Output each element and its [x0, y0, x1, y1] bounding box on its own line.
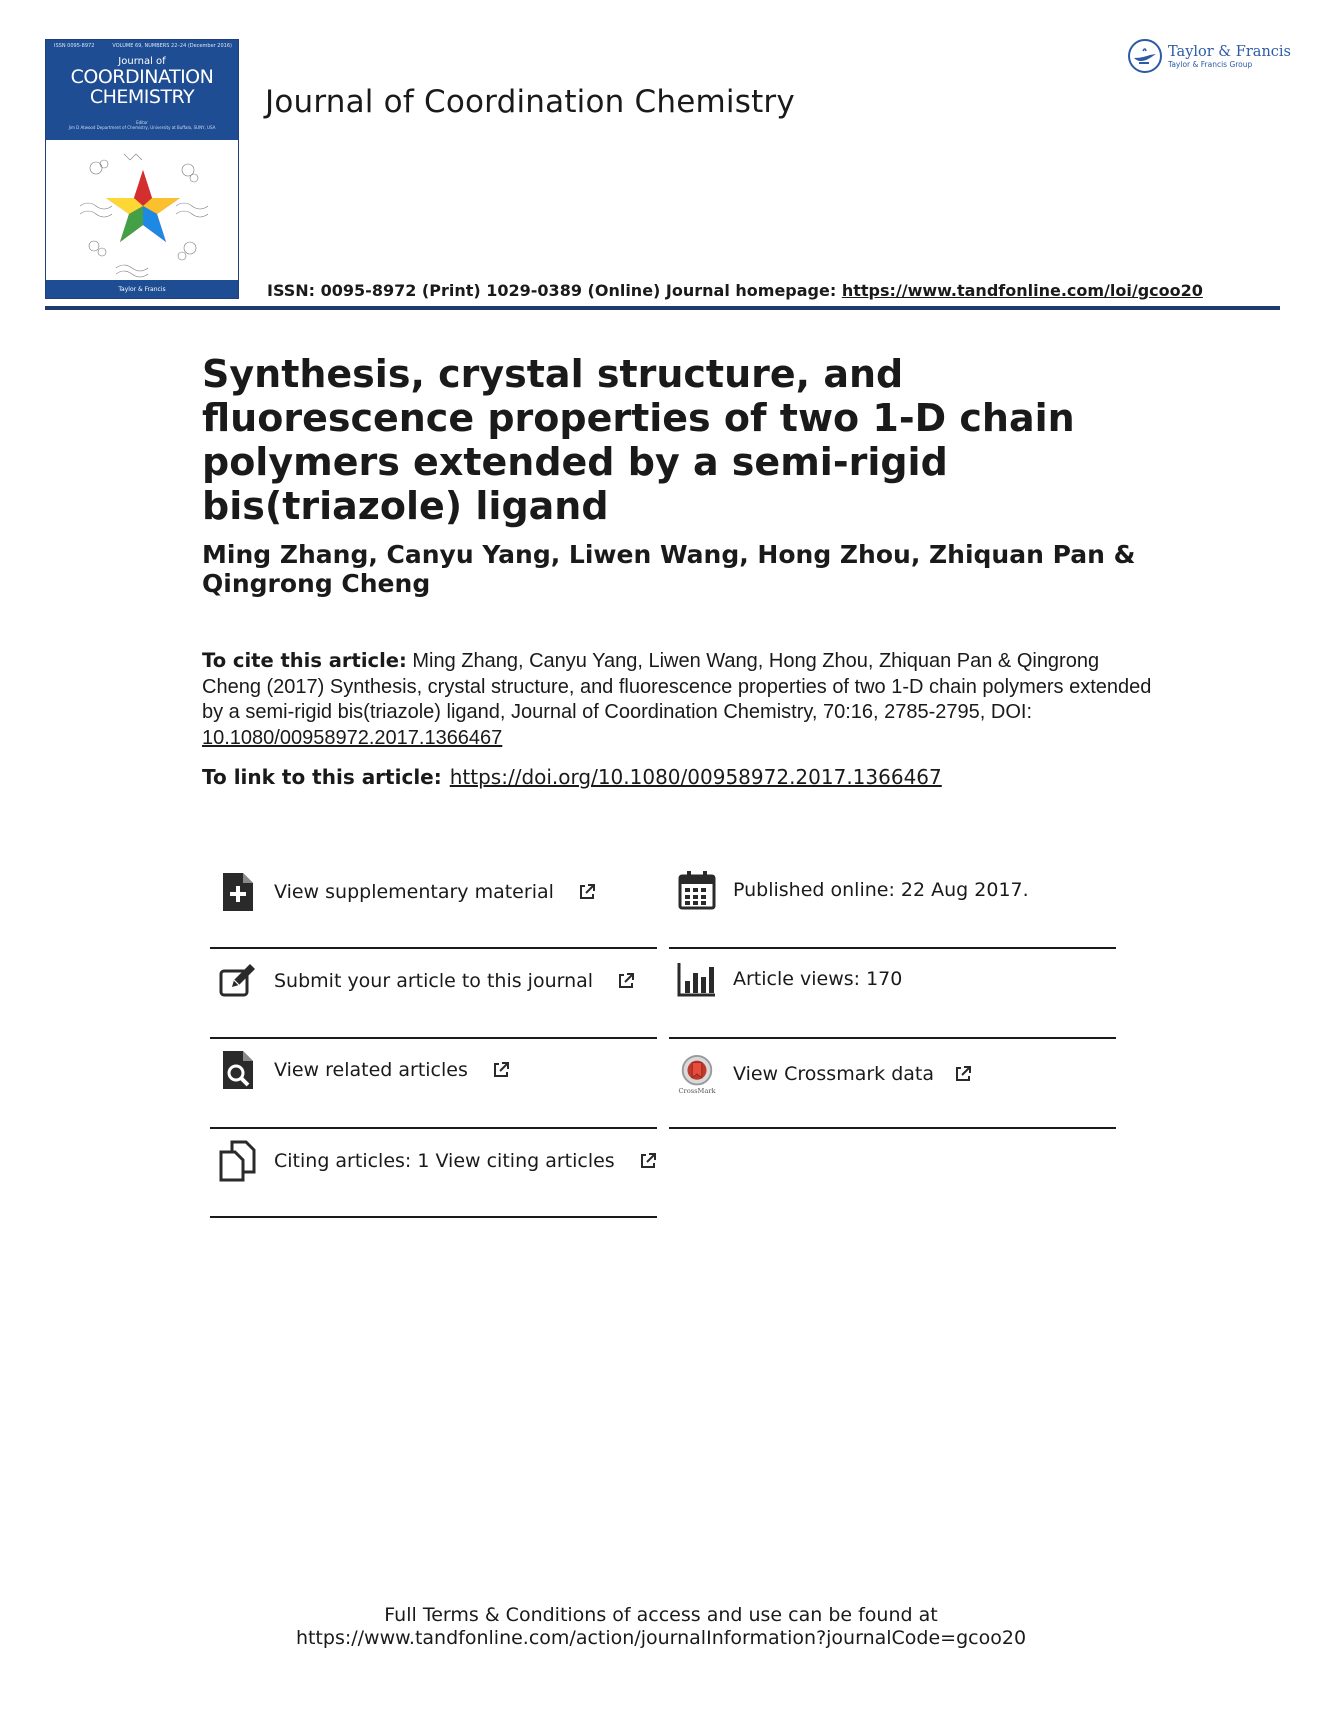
- header-divider: [45, 306, 1280, 310]
- cover-volume: VOLUME 69, NUMBERS 22–24 (December 2016): [112, 43, 232, 49]
- cover-publisher: Taylor & Francis: [118, 285, 166, 293]
- cover-editor-label: Editor: [136, 120, 148, 125]
- edit-icon: [218, 959, 258, 1003]
- publisher-name: Taylor & Francis: [1168, 43, 1291, 60]
- external-link-icon: [639, 1152, 657, 1170]
- publisher-logo[interactable]: [1127, 38, 1291, 74]
- crossmark-icon: [677, 1052, 717, 1096]
- cover-editor: [56, 120, 228, 130]
- published-online-label: Published online: 22 Aug 2017.: [733, 879, 1029, 901]
- publisher-logo-text: [1168, 44, 1291, 69]
- submit-article-label: Submit your article to this journal: [274, 970, 594, 992]
- citing-articles-label: Citing articles: 1 View citing articles: [274, 1150, 615, 1172]
- cover-publisher-band: [46, 280, 238, 298]
- submit-article-row[interactable]: [218, 959, 635, 1003]
- view-supplementary-row[interactable]: [218, 870, 596, 914]
- calendar-icon: [677, 868, 717, 912]
- row-divider: [210, 1216, 657, 1218]
- external-link-icon: [954, 1065, 972, 1083]
- issn-homepage-line: [267, 281, 1203, 300]
- view-crossmark-label: View Crossmark data: [733, 1063, 935, 1085]
- article-views-label: Article views: 170: [733, 968, 903, 990]
- journal-title: Journal of Coordination Chemistry: [265, 84, 795, 120]
- row-divider: [669, 947, 1116, 949]
- issn-text: ISSN: 0095-8972 (Print) 1029-0389 (Online) Journal homepage:: [267, 281, 842, 300]
- cover-journal-of: Journal of: [118, 56, 166, 67]
- publisher-group: Taylor & Francis Group: [1168, 59, 1253, 69]
- footer-terms-url[interactable]: https://www.tandfonline.com/action/journalInformation?journalCode=gcoo20: [295, 1627, 1027, 1649]
- external-link-icon: [578, 883, 596, 901]
- cover-name-line1: COORDINATION: [70, 66, 214, 88]
- view-supplementary-label: View supplementary material: [274, 881, 554, 903]
- journal-cover-image: [45, 39, 239, 299]
- citation-block: [202, 648, 1162, 751]
- view-crossmark-row[interactable]: [677, 1052, 972, 1096]
- published-online-row: [677, 868, 1029, 912]
- cover-star-artwork: [76, 148, 210, 278]
- link-label: To link to this article:: [202, 765, 442, 789]
- external-link-icon: [492, 1061, 510, 1079]
- copy-documents-icon: [218, 1139, 258, 1183]
- file-plus-icon: [218, 870, 258, 914]
- cover-issn: ISSN 0095-8972: [54, 43, 95, 49]
- cite-text: Ming Zhang, Canyu Yang, Liwen Wang, Hong Zhou, Zhiquan Pan & Qingrong Cheng (2017) Synthesis, crystal structure, and fluorescence properties of two 1-D chain polymers extended by a semi-rigid bis(triazole) ligand, Journal of Coordination Chemistry, 70:16, 2785-2795, DOI:: [202, 650, 1152, 723]
- view-related-label: View related articles: [274, 1059, 468, 1081]
- footer-terms: [0, 1604, 1322, 1650]
- article-views-row: [677, 957, 902, 1001]
- cover-editor-name: Jim D Atwood Department of Chemistry, University at Buffalo, SUNY, USA: [68, 125, 216, 130]
- search-document-icon: [218, 1048, 258, 1092]
- row-divider: [669, 1127, 1116, 1129]
- row-divider: [210, 947, 657, 949]
- article-title: Synthesis, crystal structure, and fluorescence properties of two 1-D chain polymers extended by a semi-rigid bis(triazole) ligand: [202, 352, 1075, 528]
- row-divider: [669, 1037, 1116, 1039]
- row-divider: [210, 1037, 657, 1039]
- taylor-francis-lamp-icon: [1127, 38, 1163, 74]
- journal-homepage-link[interactable]: https://www.tandfonline.com/loi/gcoo20: [841, 281, 1203, 300]
- cite-label: To cite this article:: [202, 649, 407, 672]
- article-authors: Ming Zhang, Canyu Yang, Liwen Wang, Hong Zhou, Zhiquan Pan & Qingrong Cheng: [202, 540, 1136, 598]
- article-link-block: [202, 765, 942, 789]
- cover-meta: [54, 43, 232, 49]
- article-doi-url-link[interactable]: https://doi.org/10.1080/00958972.2017.1366467: [449, 765, 942, 789]
- doi-link[interactable]: 10.1080/00958972.2017.1366467: [202, 726, 503, 749]
- crossmark-logo-text: CrossMark: [678, 1087, 716, 1096]
- footer-line1: Full Terms & Conditions of access and use can be found at: [384, 1604, 938, 1626]
- cover-name-line2: CHEMISTRY: [89, 86, 195, 108]
- row-divider: [210, 1127, 657, 1129]
- bar-chart-icon: [677, 957, 717, 1001]
- view-related-row[interactable]: [218, 1048, 510, 1092]
- external-link-icon: [617, 972, 635, 990]
- citing-articles-row[interactable]: [218, 1139, 657, 1183]
- cover-journal-name: [46, 67, 238, 107]
